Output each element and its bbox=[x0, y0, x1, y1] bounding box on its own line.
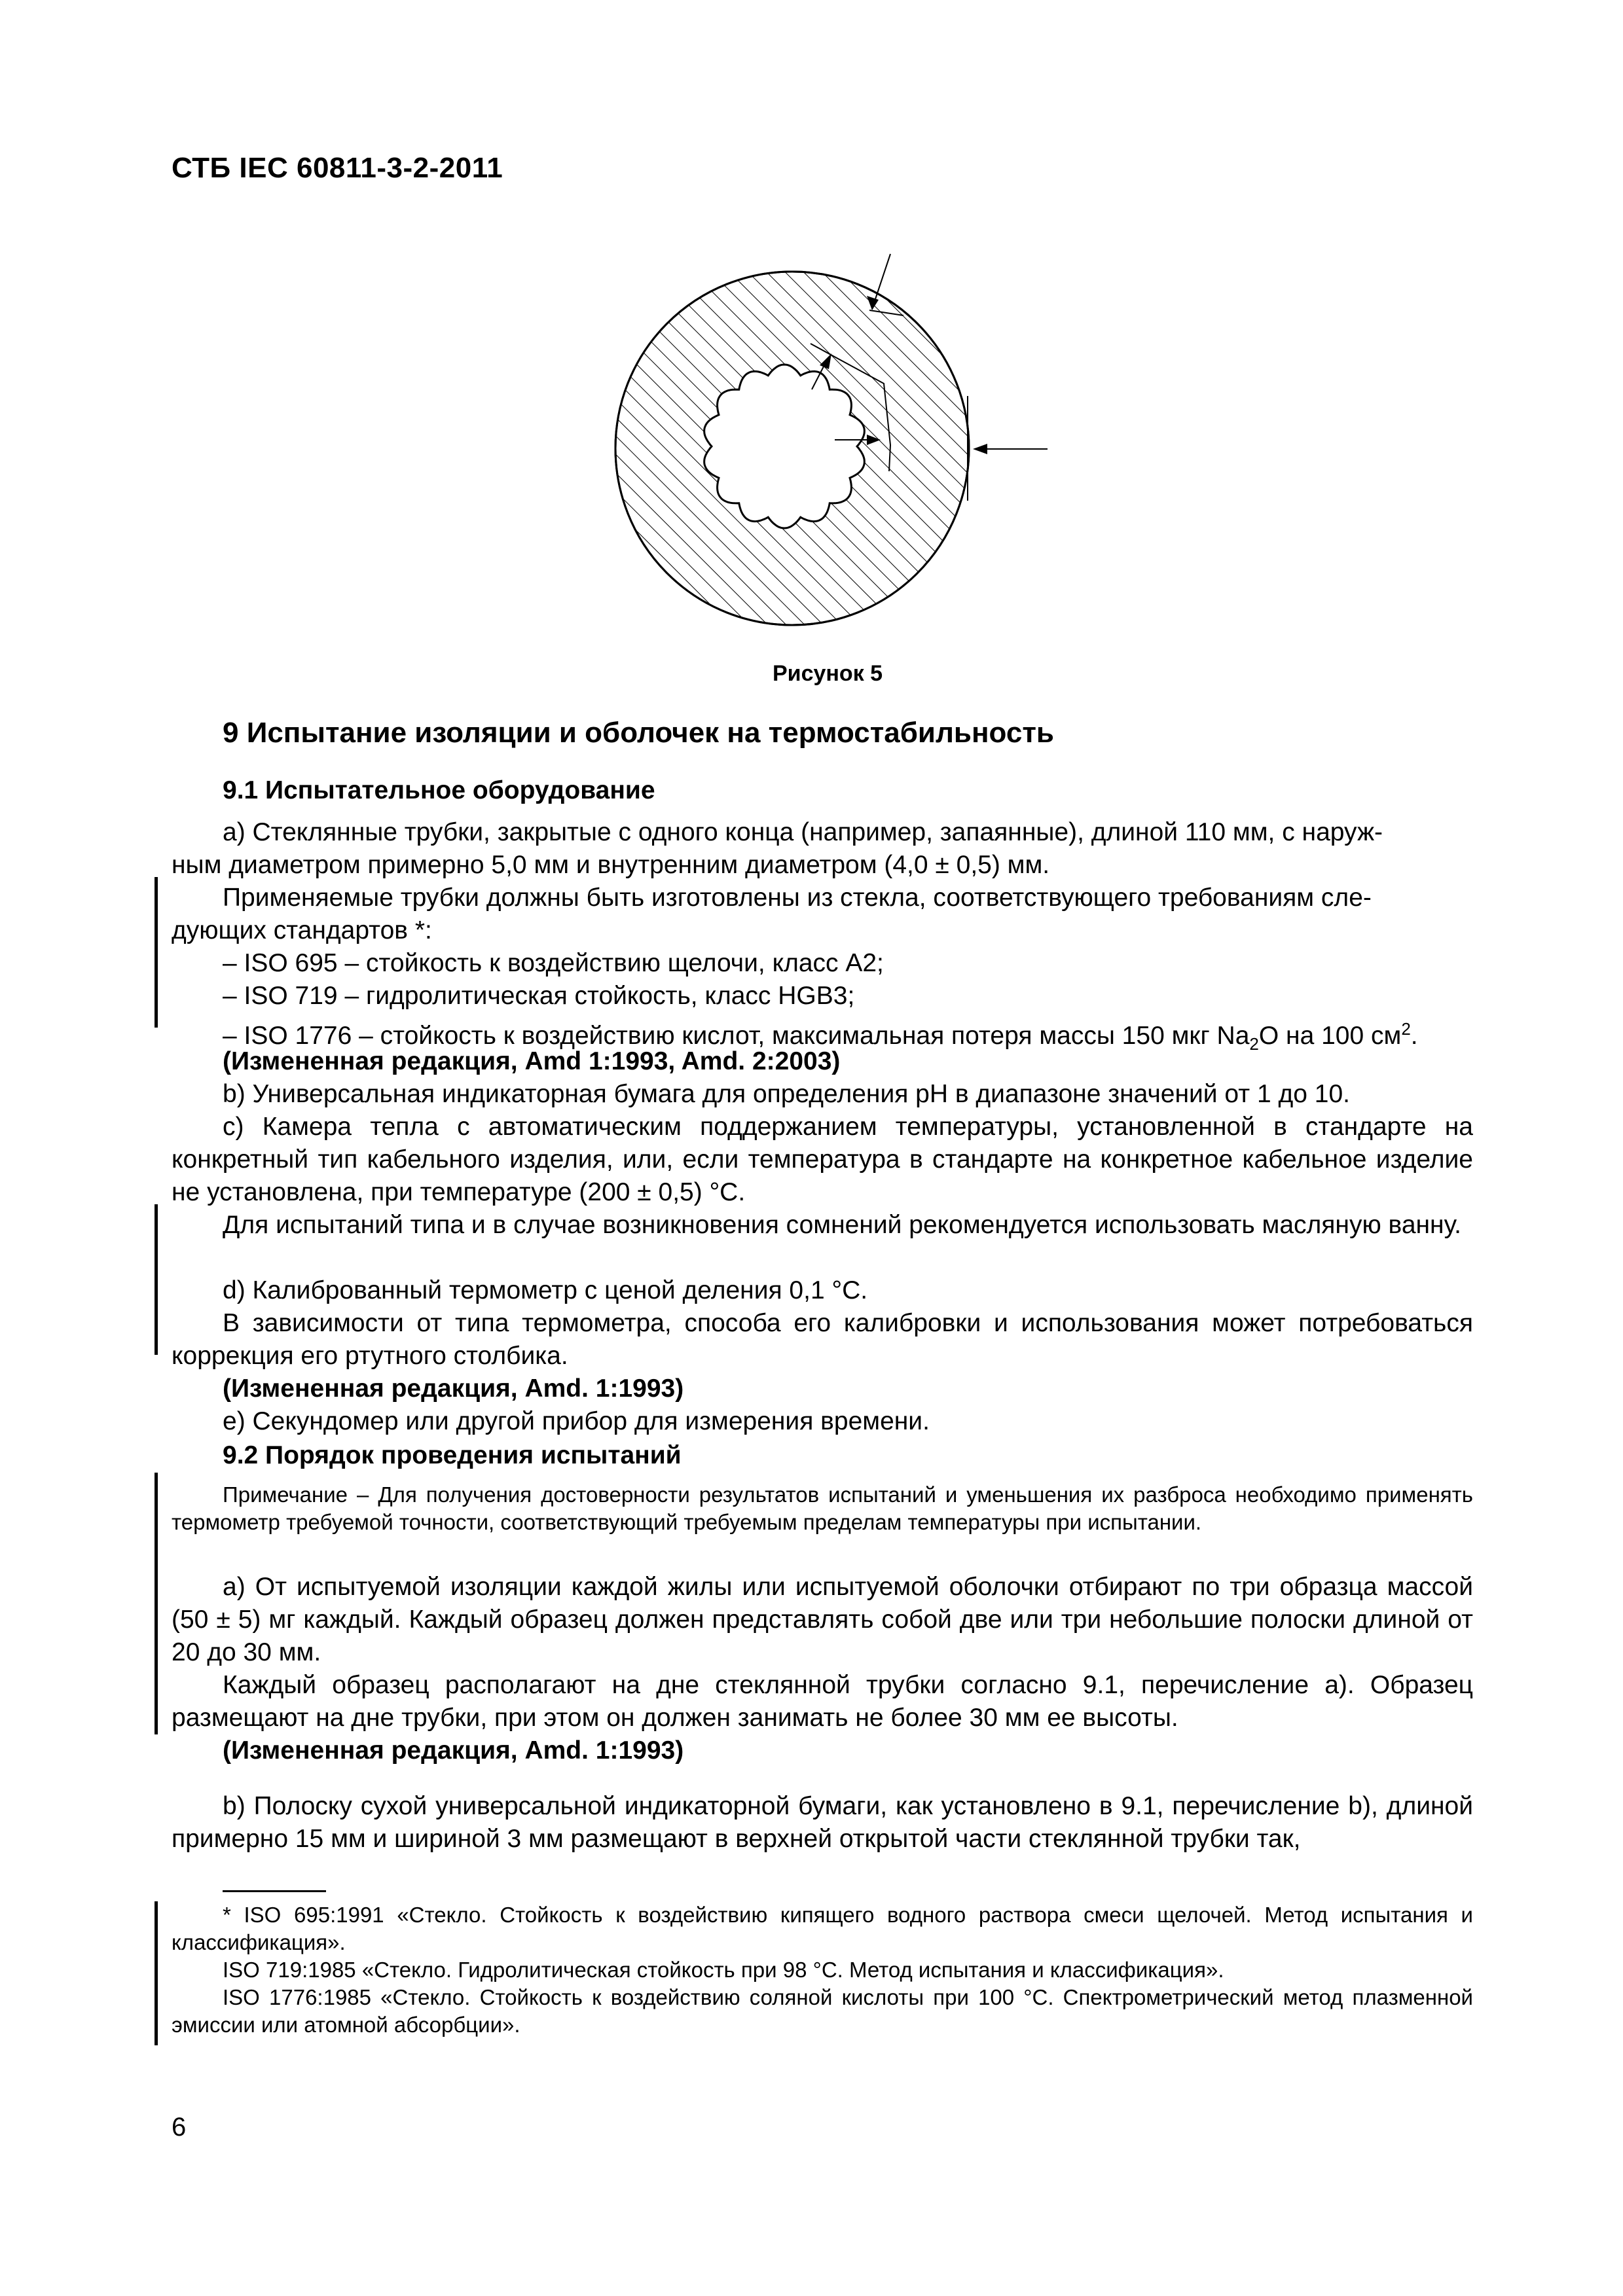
iso-1776-subscript: 2 bbox=[1249, 1033, 1259, 1054]
note-paragraph: Примечание – Для получения достоверности результатов испытаний и уменьшения их разброса необходимо применять термометр требуемой точности, соответствующий требуемым пределам температуры при испытании. bbox=[172, 1482, 1473, 1534]
amendment-note-2: (Измененная редакция, Amd. 1:1993) bbox=[223, 1374, 684, 1403]
iso-1776-mid: O на 100 см bbox=[1258, 1022, 1402, 1050]
item-c: c) Камера тепла с автоматическим поддержанием температуры, установленной в стандарте на конкретный тип кабельного изделия, или, если температура в стандарте на конкретное кабельное изделие не установлена, при температуре (200 ± 0,5) °C. bbox=[172, 1113, 1473, 1206]
section-9-heading: 9 Испытание изоляции и оболочек на термостабильность bbox=[223, 717, 1054, 749]
item-b: b) Универсальная индикаторная бумага для определения pH в диапазоне значений от 1 до 10. bbox=[223, 1080, 1350, 1108]
requirements-line1: Применяемые трубки должны быть изготовлены из стекла, соответствующего требованиям сле- bbox=[223, 884, 1372, 912]
figure-5-drawing bbox=[576, 249, 1048, 641]
procedure-a: a) От испытуемой изоляции каждой жилы или испытуемой оболочки отбирают по три образца массой (50 ± 5) мг каждый. Каждый образец должен представлять собой две или три небольшие полоски длиной от 20 до 30 мм. bbox=[172, 1573, 1473, 1666]
change-bar bbox=[155, 877, 158, 1028]
amendment-note-3: (Измененная редакция, Amd. 1:1993) bbox=[223, 1736, 684, 1765]
requirements-line2: дующих стандартов *: bbox=[172, 916, 432, 944]
iso-1776-text: – ISO 1776 – стойкость к воздействию кислот, максимальная потеря массы 150 мкг Na bbox=[223, 1022, 1250, 1050]
iso-695-item: – ISO 695 – стойкость к воздействию щелочи, класс A2; bbox=[223, 949, 884, 977]
sample-placement: Каждый образец располагают на дне стеклянной трубки согласно 9.1, перечисление a). Образец размещают на дне трубки, при этом он должен занимать не более 30 мм ее высоты. bbox=[172, 1671, 1473, 1732]
amendment-note-1: (Измененная редакция, Amd 1:1993, Amd. 2:2003) bbox=[223, 1047, 841, 1075]
section-9-2-heading: 9.2 Порядок проведения испытаний bbox=[223, 1441, 682, 1469]
item-a-line2: ным диаметром примерно 5,0 мм и внутренним диаметром (4,0 ± 0,5) мм. bbox=[172, 851, 1050, 879]
footnote-iso-719: ISO 719:1985 «Стекло. Гидролитическая стойкость при 98 °C. Метод испытания и классификация». bbox=[223, 1958, 1224, 1982]
iso-719-item: – ISO 719 – гидролитическая стойкость, класс HGB3; bbox=[223, 982, 855, 1010]
oil-bath-note: Для испытаний типа и в случае возникновения сомнений рекомендуется использовать масляную ванну. bbox=[223, 1211, 1462, 1239]
section-9-1-heading: 9.1 Испытательное оборудование bbox=[223, 776, 655, 804]
change-bar bbox=[155, 1901, 158, 2045]
item-e: e) Секундомер или другой прибор для измерения времени. bbox=[223, 1407, 930, 1435]
change-bar bbox=[155, 1204, 158, 1355]
figure-caption: Рисунок 5 bbox=[773, 661, 883, 686]
document-header: СТБ IEC 60811-3-2-2011 bbox=[172, 152, 503, 184]
footnote-separator bbox=[223, 1890, 326, 1892]
procedure-b: b) Полоску сухой универсальной индикаторной бумаги, как установлено в 9.1, перечисление b), длиной примерно 15 мм и шириной 3 мм размещают в верхней открытой части стеклянной трубки так, bbox=[172, 1792, 1473, 1853]
footnote-iso-695: * ISO 695:1991 «Стекло. Стойкость к воздействию кипящего водного раствора смеси щелочей. Метод испытания и классификация». bbox=[172, 1903, 1473, 1954]
thermometer-correction: В зависимости от типа термометра, способа его калибровки и использования может потребоваться коррекция его ртутного столбика. bbox=[172, 1309, 1473, 1370]
change-bar bbox=[155, 1473, 158, 1734]
iso-1776-end: . bbox=[1410, 1022, 1418, 1050]
page-number: 6 bbox=[172, 2113, 187, 2142]
item-d: d) Калиброванный термометр с ценой деления 0,1 °C. bbox=[223, 1276, 868, 1304]
iso-1776-superscript: 2 bbox=[1401, 1019, 1411, 1039]
item-a-line1: a) Стеклянные трубки, закрытые с одного конца (например, запаянные), длиной 110 мм, с наруж- bbox=[223, 818, 1383, 846]
footnote-iso-1776: ISO 1776:1985 «Стекло. Стойкость к воздействию соляной кислоты при 100 °C. Спектрометрический метод плазменной эмиссии или атомной абсорбции». bbox=[172, 1985, 1473, 2037]
